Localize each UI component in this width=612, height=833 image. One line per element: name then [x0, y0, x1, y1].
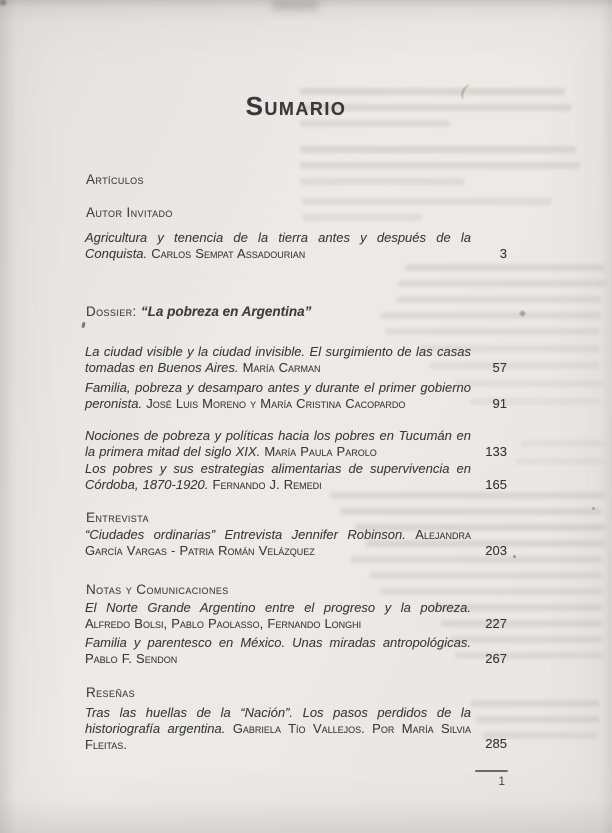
- section-heading-resenas: Reseñas: [86, 685, 136, 700]
- entry-authors: Fernando J. Remedi: [212, 476, 322, 492]
- entry-title: La ciudad visible y la ciudad invisible. El surgimiento de las casas tomadas en Buenos Aires.: [85, 344, 471, 375]
- footer-page-number: 1: [498, 774, 505, 788]
- entry-title: Familia, pobreza y desamparo antes y durante el primer gobierno peronista.: [85, 380, 471, 411]
- bleed-through-line: [520, 440, 605, 447]
- entry-authors: Alfredo Bolsi, Pablo Paolasso, Fernando Longhi: [85, 615, 362, 631]
- toc-entry: [85, 344, 507, 376]
- bleed-through-line: [405, 264, 605, 271]
- entry-page-number: 203: [485, 542, 507, 558]
- footer-rule: [475, 770, 508, 772]
- entry-title: Familia y parentesco en México. Unas miradas antropológicas.: [85, 635, 471, 650]
- toc-entry: [85, 230, 507, 262]
- bleed-through-line: [515, 458, 605, 465]
- toc-entry: [85, 461, 507, 493]
- entry-authors: Alejandra García Vargas - Patria Román Velázquez: [85, 527, 471, 558]
- entry-page-number: 267: [485, 650, 507, 666]
- toc-entry: [85, 527, 507, 559]
- section-heading-entrevista: Entrevista: [86, 510, 149, 525]
- bleed-through-line: [302, 198, 552, 205]
- entry-page-number: 57: [492, 359, 507, 375]
- toc-entry: [85, 380, 507, 412]
- entry-authors: José Luis Moreno y María Cristina Cacopardo: [146, 395, 406, 411]
- entry-authors: María Carman: [242, 359, 321, 375]
- bleed-through-line: [398, 280, 606, 287]
- dossier-label: Dossier:: [86, 304, 137, 319]
- ink-speck: [513, 555, 516, 558]
- bleed-through-line: [330, 492, 605, 499]
- entry-page-number: 227: [485, 615, 507, 631]
- bleed-through-line: [385, 328, 600, 335]
- section-heading-articulos: Artículos: [86, 172, 144, 187]
- entry-authors: Carlos Sempat Assadourian: [151, 245, 306, 261]
- entry-title: Agricultura y tenencia de la tierra antes y después de la Conquista.: [85, 230, 471, 261]
- entry-title: El Norte Grande Argentino entre el progreso y la pobreza.: [85, 600, 471, 615]
- toc-entry: [85, 600, 507, 632]
- entry-authors: María Paula Parolo: [264, 443, 377, 459]
- bleed-through-line: [300, 120, 450, 127]
- scan-smudge: [272, 0, 318, 10]
- bleed-through-line: [300, 162, 580, 169]
- toc-entry: [85, 635, 507, 667]
- bleed-through-line: [300, 146, 576, 153]
- section-heading-notas: Notas y Comunicaciones: [86, 582, 229, 597]
- dossier-subtitle: “La pobreza en Argentina”: [140, 304, 312, 319]
- entry-page-number: 91: [492, 395, 507, 411]
- entry-page-number: 133: [485, 443, 507, 459]
- bleed-through-line: [396, 296, 601, 303]
- entry-authors: Gabriela Tío Vallejos. Por María Silvia Fleitas.: [85, 720, 472, 752]
- entry-title: “Ciudades ordinarias” Entrevista Jennifer Robinson.: [85, 527, 406, 542]
- entry-page-number: 165: [485, 476, 507, 492]
- entry-page-number: 3: [499, 245, 507, 261]
- entry-authors: Pablo F. Sendon: [85, 650, 178, 666]
- entry-title: Nociones de pobreza y políticas hacia los pobres en Tucumán en la primera mitad del siglo XIX.: [85, 428, 471, 459]
- page-title: Sumario: [245, 91, 347, 121]
- entry-page-number: 285: [485, 736, 507, 752]
- ink-speck: [592, 507, 595, 510]
- section-heading-autor-invitado: Autor Invitado: [86, 205, 173, 220]
- bleed-through-line: [370, 572, 602, 579]
- toc-entry: [85, 705, 507, 752]
- entry-title: Tras las huellas de la “Nación”. Los pasos perdidos de la historiografía argentina.: [85, 705, 471, 736]
- toc-entry: [85, 428, 507, 460]
- scan-corner-speck: [0, 0, 6, 5]
- section-heading-dossier: [86, 304, 508, 320]
- entry-title: Los pobres y sus estrategias alimentarias de supervivencia en Córdoba, 1870-1920.: [85, 461, 471, 492]
